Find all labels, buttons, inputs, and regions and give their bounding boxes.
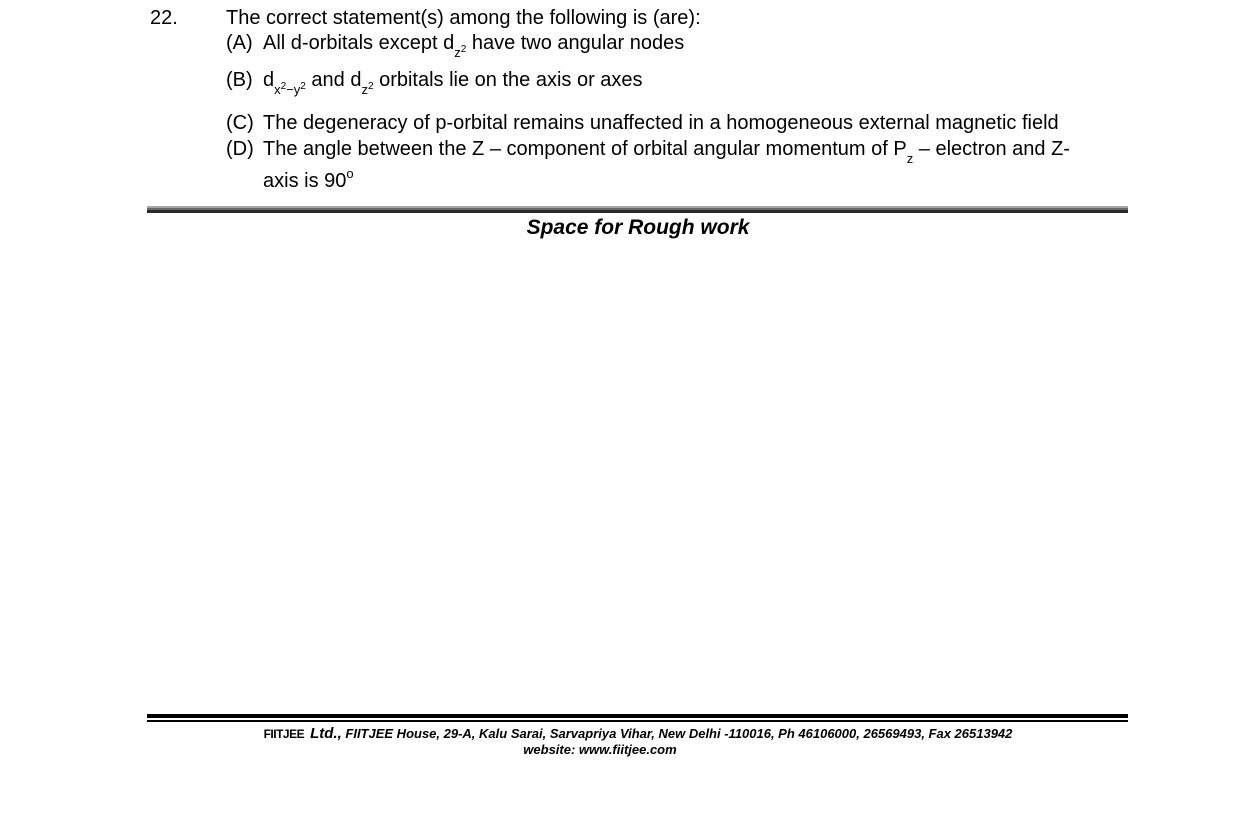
option-b-symbol2-sup: 2: [367, 81, 374, 92]
option-b-text-after: orbitals lie on the axis or axes: [373, 69, 643, 91]
option-d-text-after: – electron and Z-: [913, 138, 1070, 160]
option-a-symbol-sub-sup: 2: [460, 44, 467, 55]
option-d-line2: [263, 166, 354, 193]
option-b-text: [263, 69, 643, 97]
option-b-symbol1-sub-b: −y: [286, 82, 301, 97]
rough-work-divider: [147, 206, 1128, 213]
option-b-symbol1-sub: [274, 82, 306, 97]
option-d-symbol: [893, 138, 914, 166]
option-a-symbol-sub-text: z: [454, 45, 461, 60]
option-d-symbol-base: P: [893, 138, 907, 160]
option-b-symbol2-sub-text: z: [361, 82, 368, 97]
footer-brand-logo: FIITJEE: [263, 727, 305, 741]
option-b-symbol1: [263, 69, 306, 97]
footer-divider: [147, 714, 1128, 722]
option-b-symbol1-sup-a: 2: [280, 81, 287, 92]
option-d-line2-text: axis is 90: [263, 170, 347, 192]
option-d-text: [263, 138, 1070, 166]
option-b-symbol2-sub: [361, 82, 373, 97]
option-d-degree-sup: o: [346, 166, 354, 181]
option-a-text-after: have two angular nodes: [466, 32, 685, 54]
option-a-text-before: All d-orbitals except: [263, 32, 444, 54]
option-a-text: [263, 32, 685, 60]
option-b: [226, 68, 643, 97]
option-b-symbol2: [350, 69, 374, 97]
option-b-label: (B): [226, 69, 253, 91]
option-a-label: (A): [226, 32, 253, 54]
footer-address-line: [0, 726, 1238, 742]
option-d-label: (D): [226, 138, 254, 160]
option-a-symbol-sub: [454, 45, 466, 60]
option-c-text: The degeneracy of p-orbital remains unaffected in a homogeneous external magnetic field: [263, 112, 1059, 134]
option-d-symbol-sub: z: [906, 151, 914, 166]
option-b-symbol1-sup-b: 2: [300, 81, 306, 92]
question-number: 22.: [150, 7, 178, 29]
option-d: [226, 137, 1070, 166]
question-stem: The correct statement(s) among the following is (are):: [226, 7, 701, 29]
footer-address: FIITJEE House, 29-A, Kalu Sarai, Sarvapriya Vihar, New Delhi -110016, Ph 46106000, 26569493, Fax 26513942: [345, 726, 1013, 741]
option-c: [226, 111, 1059, 135]
footer-ltd: Ltd.,: [310, 725, 342, 742]
option-b-text-mid: and: [305, 69, 351, 91]
option-a-symbol: [443, 32, 467, 60]
option-d-text-before: The angle between the Z – component of orbital angular momentum of: [263, 138, 894, 160]
option-a: [226, 31, 685, 60]
rough-work-heading: Space for Rough work: [526, 216, 750, 239]
option-b-symbol2-base: d: [350, 69, 362, 91]
option-c-label: (C): [226, 112, 254, 134]
footer-website: website: www.fiitjee.com: [523, 742, 677, 757]
option-b-symbol1-sub-a: x: [274, 82, 281, 97]
option-b-symbol1-base: d: [263, 69, 275, 91]
option-a-symbol-base: d: [443, 32, 455, 54]
